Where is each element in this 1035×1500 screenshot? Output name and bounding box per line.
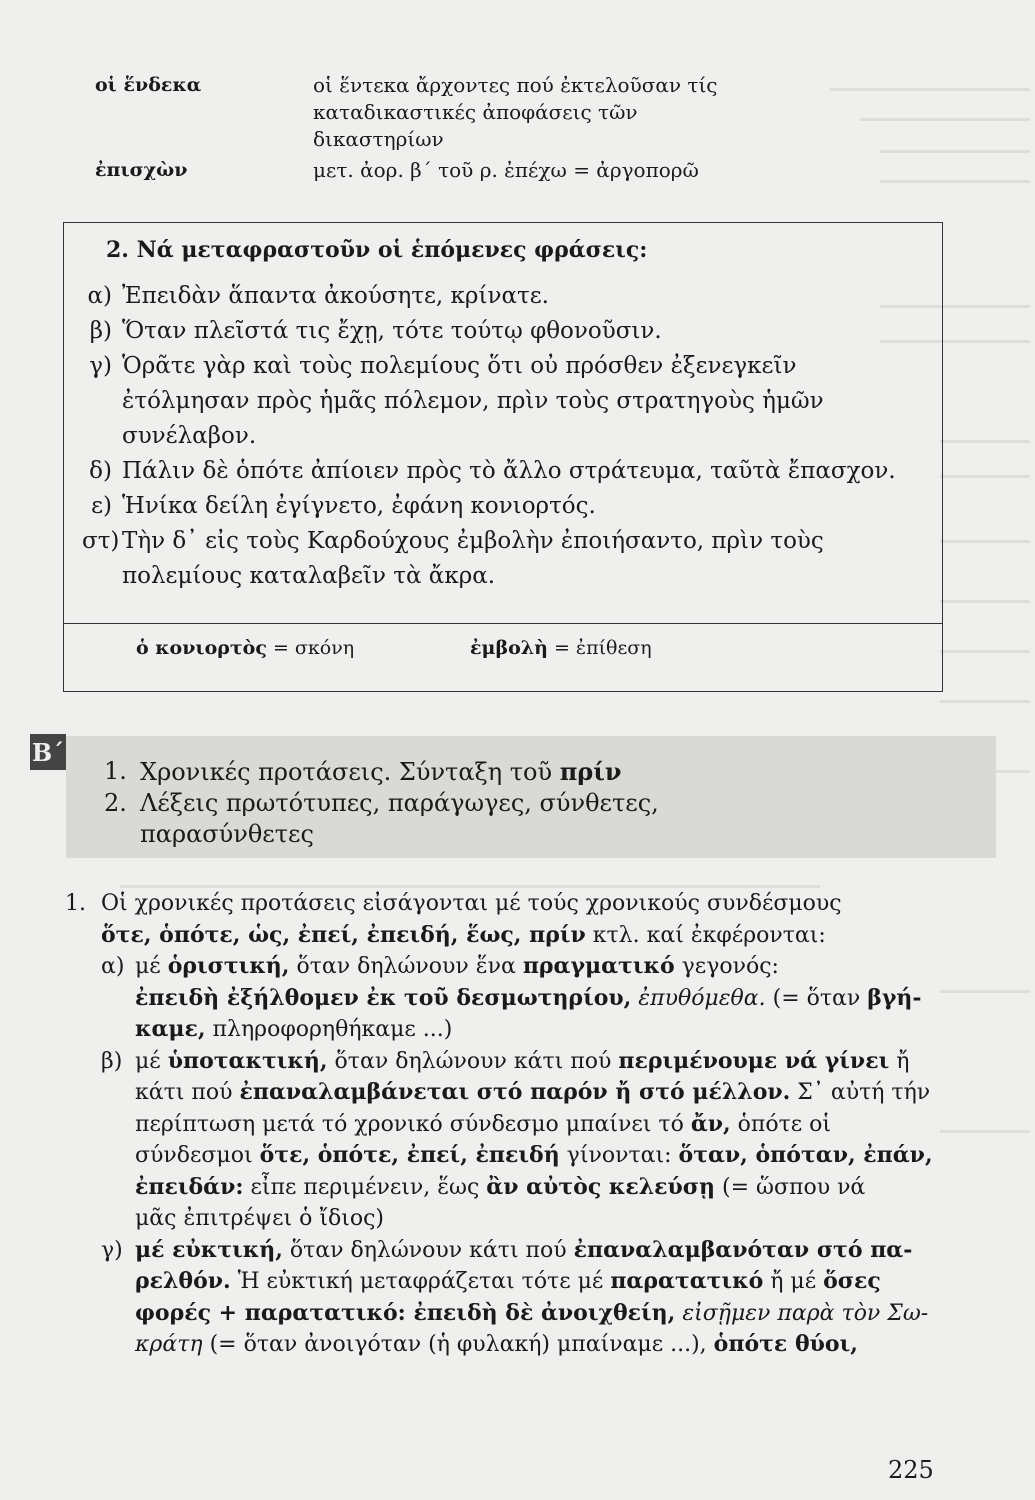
rule-text: κάτι πού xyxy=(135,1080,240,1105)
topic-bold: πρίν xyxy=(559,757,622,786)
topic-number: 2. xyxy=(104,789,127,817)
exercise-title: 2. Νά μεταφραστοῦν οἱ ἑπόμενες φράσεις: xyxy=(106,237,648,263)
rule-text: εἶπε περιμένειν, ἕως xyxy=(243,1174,487,1200)
example-italic: κράτη xyxy=(135,1332,203,1357)
paragraph-number: 1. xyxy=(65,891,86,916)
rule-bold: περιμένουμε νά γίνει xyxy=(618,1047,890,1074)
rule-bold: ὁπότε θύοι, xyxy=(713,1331,858,1357)
rule-bold: ὅσες xyxy=(823,1268,881,1294)
exercise-list xyxy=(82,279,922,594)
rule-bold: ἐπαναλαμβάνεται στό παρόν ἤ στό μέλλον. xyxy=(239,1079,791,1105)
rule-bold: φορές + παρατατικό: xyxy=(135,1299,406,1326)
item-letter: β) xyxy=(89,318,112,344)
section-badge: Β΄ xyxy=(30,734,66,770)
section-topics xyxy=(104,756,740,850)
rule-b xyxy=(101,1046,945,1235)
item-text: Πάλιν δὲ ὁπότε ἀπίοιεν πρὸς τὸ ἄλλο στράτευμα, ταῦτὰ ἔπασχον. xyxy=(122,458,896,484)
rule-text: σύνδεσμοι xyxy=(135,1143,260,1168)
rule-bold: ἂν αὐτὸς κελεύσῃ xyxy=(486,1173,716,1200)
example-italic: εἰσῇμεν παρὰ τὸν Σω- xyxy=(675,1300,929,1326)
rule-text: ὅταν δηλώνουν ἕνα xyxy=(289,954,523,979)
rule-text: Σ᾿ αὐτή τήν xyxy=(790,1080,931,1105)
gloss-entry xyxy=(470,637,652,659)
gloss-term: ἐμβολὴ xyxy=(470,637,548,659)
rule-bold: ὅτε, ὁπότε, ἐπεί, ἐπειδή xyxy=(259,1142,560,1168)
rule-bold: ρελθόν. xyxy=(135,1268,231,1294)
exercise-item xyxy=(82,314,922,349)
gloss-term: ὁ κονιορτὸς xyxy=(136,637,267,659)
rule-a xyxy=(101,951,945,1046)
item-text: Ἡνίκα δείλη ἐγίγνετο, ἐφάνη κονιορτός. xyxy=(122,493,596,519)
paragraph-intro xyxy=(65,888,945,951)
rule-text: ὅταν δηλώνουν κάτι πού xyxy=(327,1048,619,1074)
rule-bold: παρατατικό xyxy=(610,1268,764,1294)
topic-item xyxy=(104,788,740,850)
rule-letter: α) xyxy=(101,954,125,979)
rule-text: (= ὅταν ἀνοιγόταν (ἡ φυλακή) μπαίναμε ...), xyxy=(202,1332,714,1357)
page-number: 225 xyxy=(888,1456,934,1484)
item-letter: α) xyxy=(87,283,112,309)
gloss-entry xyxy=(136,637,470,659)
exercise-glossary xyxy=(136,637,652,659)
rule-text: ὅταν δηλώνουν κάτι πού xyxy=(282,1237,574,1263)
rule-bold: ἄν, xyxy=(690,1110,731,1137)
rule-text: περίπτωση μετά τό χρονικό σύνδεσμο μπαίνει τό xyxy=(135,1111,691,1137)
item-letter: ε) xyxy=(91,493,112,519)
rule-text: ὁπότε οἱ xyxy=(730,1111,832,1137)
topic-number: 1. xyxy=(104,757,127,785)
vocabulary-list xyxy=(95,72,855,184)
example-greek: ἐπειδὴ δὲ ἀνοιχθείη, xyxy=(405,1299,676,1326)
example-greek: ἐπειδὴ ἐξήλθομεν ἐκ τοῦ δεσμωτηρίου, xyxy=(135,984,632,1011)
vocab-term: ἐπισχὼν xyxy=(95,159,188,181)
vocab-entry xyxy=(95,157,855,184)
topic-text: Χρονικές προτάσεις. Σύνταξη τοῦ xyxy=(140,758,560,786)
rule-text: ἤ xyxy=(889,1048,910,1074)
exercise-item xyxy=(82,279,922,314)
rule-text: μᾶς ἐπιτρέψει ὁ ἴδιος) xyxy=(135,1206,385,1231)
item-text: Ὁρᾶτε γὰρ καὶ τοὺς πολεμίους ὅτι οὐ πρόσθεν ἐξενεγκεῖν ἐτόλμησαν πρὸς ἡμᾶς πόλεμον, πρὶν τοὺς στρατηγοὺς ἡμῶν συνέλαβον. xyxy=(122,353,824,449)
rule-text: μέ xyxy=(135,954,168,979)
box-divider xyxy=(64,623,942,624)
gloss-eq: = σκόνη xyxy=(272,637,355,659)
rule-bold: ὑποτακτική, xyxy=(167,1047,328,1074)
body-text xyxy=(65,888,945,1361)
rule-text: γίνονται: xyxy=(559,1143,679,1168)
vocab-term: οἱ ἕνδεκα xyxy=(95,74,202,96)
rule-text: (= ὥσπου νά xyxy=(715,1174,866,1200)
exercise-item xyxy=(82,454,922,489)
rule-letter: γ) xyxy=(101,1237,123,1263)
item-text: Τὴν δ᾿ εἰς τοὺς Καρδούχους ἐμβολὴν ἐποιήσαντο, πρὶν τοὺς πολεμίους καταλαβεῖν τὰ ἄκρα. xyxy=(122,528,824,589)
item-text: Ἐπειδὰν ἅπαντα ἀκούσητε, κρίνατε. xyxy=(122,283,549,309)
topic-text: Λέξεις πρωτότυπες, παράγωγες, σύνθετες, παρασύνθετες xyxy=(140,789,659,848)
rule-text: πληροφορηθήκαμε ...) xyxy=(205,1017,453,1042)
item-letter: δ) xyxy=(89,458,112,484)
rule-bold: βγή- xyxy=(867,984,922,1011)
rule-bold: πραγματικό xyxy=(522,953,675,979)
example-italic: ἐπυθόμεθα. xyxy=(631,985,766,1011)
item-letter: στ) xyxy=(82,528,120,554)
vocab-definition: οἱ ἕντεκα ἄρχοντες πού ἐκτελοῦσαν τίς καταδικαστικές ἀποφάσεις τῶν δικαστηρίων xyxy=(313,73,718,151)
conjunctions-list: ὅτε, ὁπότε, ὡς, ἐπεί, ἐπειδή, ἕως, πρίν xyxy=(101,921,586,948)
rule-text: γεγονός: xyxy=(674,954,779,979)
rule-bold: ἐπαναλαμβανόταν στό πα- xyxy=(573,1236,913,1263)
exercise-box xyxy=(63,222,943,692)
rule-text: Ἡ εὐκτική μεταφράζεται τότε μέ xyxy=(230,1269,611,1294)
intro-rest: κτλ. καί ἐκφέρονται: xyxy=(585,922,826,948)
vocab-definition: μετ. ἀορ. β΄ τοῦ ρ. ἐπέχω = ἀργοπορῶ xyxy=(313,158,699,182)
rule-bold: καμε, xyxy=(135,1016,206,1042)
item-letter: γ) xyxy=(89,353,112,379)
rule-bold: ὁριστική, xyxy=(167,953,290,979)
exercise-item xyxy=(82,349,922,454)
item-text: Ὅταν πλεῖστά τις ἔχῃ, τότε τούτῳ φθονοῦσιν. xyxy=(122,318,662,344)
rule-text: (= ὅταν xyxy=(765,985,868,1011)
rule-text: μέ xyxy=(135,1048,168,1074)
rule-bold: ὅταν, ὁπόταν, ἐπάν, xyxy=(678,1142,933,1168)
rule-text: ἤ μέ xyxy=(763,1269,824,1294)
rule-c xyxy=(101,1235,945,1361)
rule-bold: ἐπειδάν: xyxy=(135,1173,244,1200)
gloss-eq: = ἐπίθεση xyxy=(553,637,652,659)
exercise-item xyxy=(82,524,922,594)
topic-item xyxy=(104,756,740,788)
vocab-entry xyxy=(95,72,855,153)
exercise-item xyxy=(82,489,922,524)
rule-letter: β) xyxy=(101,1048,123,1074)
rule-bold: μέ εὐκτική, xyxy=(135,1236,283,1263)
intro-line: Οἱ χρονικές προτάσεις εἰσάγονται μέ τούς χρονικούς συνδέσμους xyxy=(101,891,842,916)
